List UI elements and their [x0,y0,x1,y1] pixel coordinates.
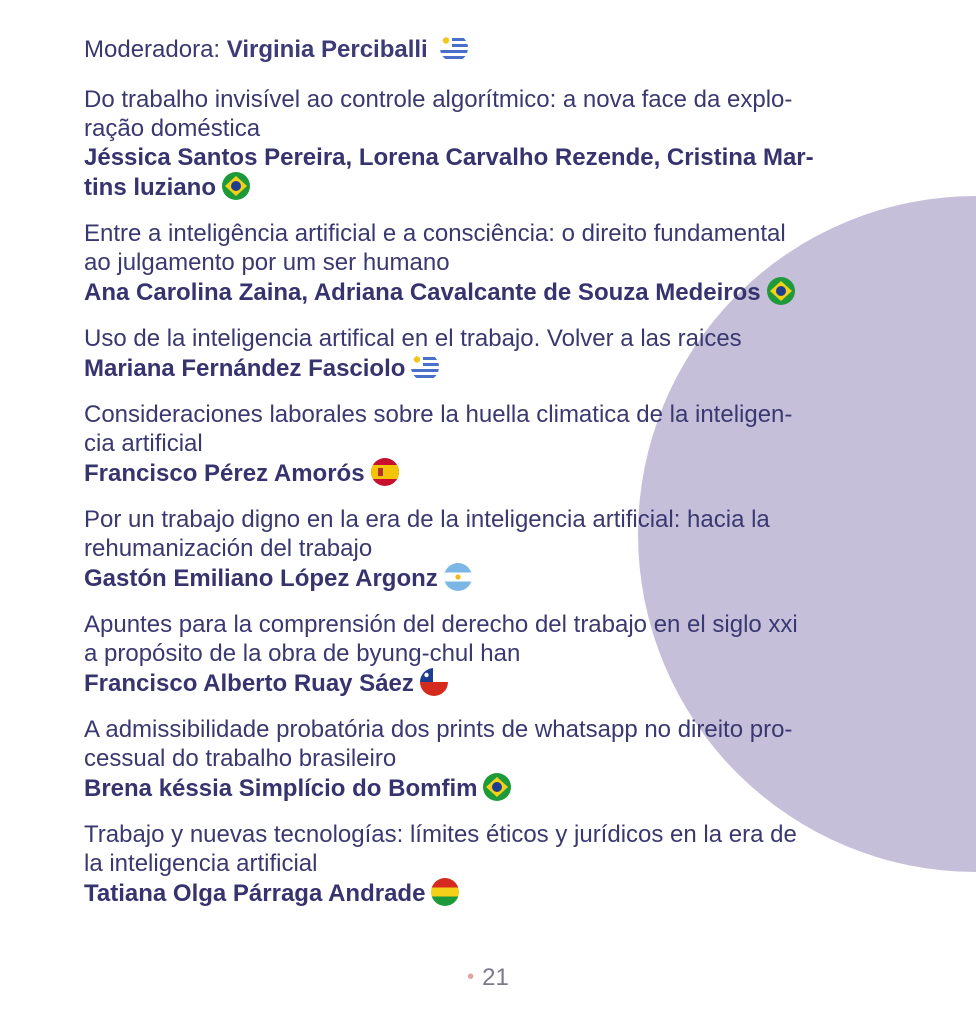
entry-authors: Mariana Fernández Fasciolo [84,353,894,383]
uruguay-flag-icon [440,34,468,62]
entry-title: Apuntes para la comprensión del derecho del trabajo en el siglo xxi a propósito de la obra de byung-chul han [84,611,798,667]
entry-authors: Brena késsia Simplício do Bomfim [84,773,894,803]
moderator-line [84,34,894,65]
program-list [84,34,894,925]
page-number-value: 21 [482,964,509,991]
brazil-flag-icon [483,773,511,801]
chile-flag-icon [420,668,448,696]
moderator-label: Moderadora: [84,36,221,63]
entry-title: Uso de la inteligencia artifical en el trabajo. Volver a las raices [84,325,742,352]
entry-1 [84,85,894,202]
brazil-flag-icon [222,172,250,200]
entry-5 [84,505,894,593]
uruguay-flag-icon [411,353,439,381]
entry-authors: Tatiana Olga Párraga Andrade [84,878,894,908]
entry-title: Consideraciones laborales sobre la huella climatica de la inteligen- cia artificial [84,401,793,457]
entry-7 [84,715,894,803]
spain-flag-icon [371,458,399,486]
entry-authors: Jéssica Santos Pereira, Lorena Carvalho Rezende, Cristina Mar- tins luziano [84,144,814,201]
moderator-name: Virginia Perciballi [226,36,428,63]
entry-3 [84,324,894,383]
page-number [0,964,976,992]
entry-2 [84,219,894,307]
brazil-flag-icon [767,277,795,305]
argentina-flag-icon [444,563,472,591]
entry-title: Entre a inteligência artificial e a consciência: o direito fundamental ao julgamento por um ser humano [84,220,786,276]
entry-authors: Francisco Alberto Ruay Sáez [84,668,894,698]
entry-title: Trabajo y nuevas tecnologías: límites éticos y jurídicos en la era de la inteligencia artificial [84,821,797,877]
bolivia-flag-icon [431,878,459,906]
entry-title: A admissibilidade probatória dos prints de whatsapp no direito pro- cessual do trabalho brasileiro [84,716,793,772]
entry-authors: Ana Carolina Zaina, Adriana Cavalcante de Souza Medeiros [84,277,894,307]
entry-authors: Francisco Pérez Amorós [84,458,894,488]
entry-8 [84,820,894,908]
entry-authors: Gastón Emiliano López Argonz [84,563,894,593]
entry-4 [84,400,894,488]
entry-6 [84,610,894,698]
entry-title: Do trabalho invisível ao controle algorítmico: a nova face da explo- ração doméstica [84,86,793,142]
entry-title: Por un trabajo digno en la era de la inteligencia artificial: hacia la rehumanización del trabajo [84,506,770,562]
page-dot-icon: • [467,966,475,988]
